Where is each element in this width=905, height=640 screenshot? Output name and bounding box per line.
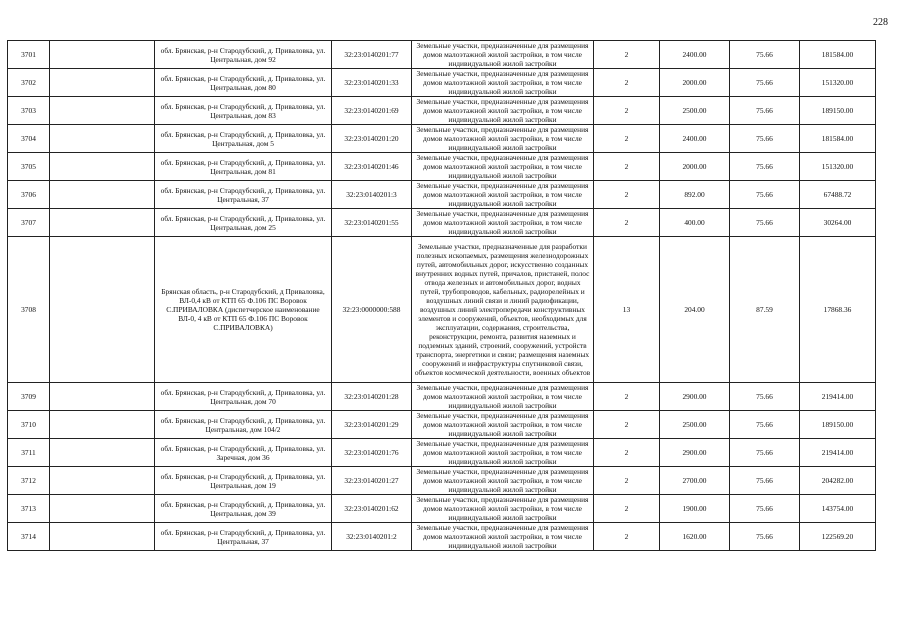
table-row	[8, 97, 876, 125]
cell-land-purpose: Земельные участки, предназначенные для размещения домов малоэтажной жилой застройки, в том числе индивидуальной жилой застройки	[412, 439, 594, 467]
page-number: 228	[873, 17, 888, 28]
cell-cadastral-number: 32:23:0000000:588	[332, 237, 412, 383]
cell-address: обл. Брянская, р-н Стародубский, д. Приваловка, ул. Центральная, дом 39	[155, 495, 332, 523]
table-row	[8, 41, 876, 69]
cell-specific-value: 75.66	[730, 439, 800, 467]
cell-use-group: 2	[594, 209, 660, 237]
cell-blank	[50, 41, 155, 69]
table-row	[8, 495, 876, 523]
cell-address: обл. Брянская, р-н Стародубский, д. Приваловка, ул. Центральная, 37	[155, 181, 332, 209]
cell-land-purpose: Земельные участки, предназначенные для размещения домов малоэтажной жилой застройки, в том числе индивидуальной жилой застройки	[412, 125, 594, 153]
cell-blank	[50, 439, 155, 467]
cell-cadastral-value: 219414.00	[800, 439, 876, 467]
cell-specific-value: 75.66	[730, 153, 800, 181]
cell-area: 1620.00	[660, 523, 730, 551]
cell-use-group: 2	[594, 495, 660, 523]
cell-specific-value: 75.66	[730, 383, 800, 411]
cell-record-number: 3711	[8, 439, 50, 467]
registry-body	[8, 41, 876, 551]
cell-area: 2900.00	[660, 383, 730, 411]
cell-cadastral-number: 32:23:0140201:62	[332, 495, 412, 523]
cell-use-group: 2	[594, 125, 660, 153]
cell-specific-value: 75.66	[730, 41, 800, 69]
cell-cadastral-number: 32:23:0140201:33	[332, 69, 412, 97]
cell-use-group: 2	[594, 383, 660, 411]
cell-cadastral-value: 143754.00	[800, 495, 876, 523]
cell-land-purpose: Земельные участки, предназначенные для размещения домов малоэтажной жилой застройки, в том числе индивидуальной жилой застройки	[412, 467, 594, 495]
cell-address: обл. Брянская, р-н Стародубский, д. Приваловка, ул. Центральная, 37	[155, 523, 332, 551]
table-row	[8, 237, 876, 383]
cell-record-number: 3712	[8, 467, 50, 495]
cell-specific-value: 75.66	[730, 181, 800, 209]
cell-blank	[50, 209, 155, 237]
table-row	[8, 523, 876, 551]
cell-use-group: 2	[594, 97, 660, 125]
cell-cadastral-value: 30264.00	[800, 209, 876, 237]
cell-area: 892.00	[660, 181, 730, 209]
cell-area: 2500.00	[660, 411, 730, 439]
cell-blank	[50, 495, 155, 523]
cell-cadastral-number: 32:23:0140201:29	[332, 411, 412, 439]
cell-area: 1900.00	[660, 495, 730, 523]
cell-cadastral-number: 32:23:0140201:46	[332, 153, 412, 181]
cell-cadastral-number: 32:23:0140201:69	[332, 97, 412, 125]
cell-cadastral-value: 17868.36	[800, 237, 876, 383]
cell-specific-value: 75.66	[730, 97, 800, 125]
cell-record-number: 3708	[8, 237, 50, 383]
table-row	[8, 383, 876, 411]
cell-blank	[50, 467, 155, 495]
cell-cadastral-value: 189150.00	[800, 97, 876, 125]
cell-blank	[50, 383, 155, 411]
cell-cadastral-value: 151320.00	[800, 69, 876, 97]
cell-cadastral-number: 32:23:0140201:28	[332, 383, 412, 411]
cell-address: обл. Брянская, р-н Стародубский, д. Приваловка, ул. Центральная, дом 104/2	[155, 411, 332, 439]
cell-area: 204.00	[660, 237, 730, 383]
cell-cadastral-value: 181584.00	[800, 41, 876, 69]
cell-address: обл. Брянская, р-н Стародубский, д. Приваловка, ул. Центральная, дом 70	[155, 383, 332, 411]
cell-cadastral-value: 151320.00	[800, 153, 876, 181]
cell-cadastral-number: 32:23:0140201:55	[332, 209, 412, 237]
cell-area: 2000.00	[660, 69, 730, 97]
cell-address: обл. Брянская, р-н Стародубский, д. Приваловка, ул. Центральная, дом 80	[155, 69, 332, 97]
table-row	[8, 439, 876, 467]
cell-land-purpose: Земельные участки, предназначенные для размещения домов малоэтажной жилой застройки, в том числе индивидуальной жилой застройки	[412, 41, 594, 69]
table-row	[8, 125, 876, 153]
cell-use-group: 2	[594, 69, 660, 97]
cell-area: 2900.00	[660, 439, 730, 467]
cell-blank	[50, 523, 155, 551]
cell-area: 2400.00	[660, 125, 730, 153]
table-row	[8, 153, 876, 181]
cell-area: 2400.00	[660, 41, 730, 69]
cell-specific-value: 75.66	[730, 467, 800, 495]
cell-address: обл. Брянская, р-н Стародубский, д. Приваловка, ул. Центральная, дом 5	[155, 125, 332, 153]
cell-record-number: 3704	[8, 125, 50, 153]
cell-land-purpose: Земельные участки, предназначенные для размещения домов малоэтажной жилой застройки, в том числе индивидуальной жилой застройки	[412, 181, 594, 209]
cell-record-number: 3706	[8, 181, 50, 209]
cell-area: 2500.00	[660, 97, 730, 125]
cell-record-number: 3705	[8, 153, 50, 181]
cell-use-group: 2	[594, 41, 660, 69]
table-row	[8, 411, 876, 439]
cell-blank	[50, 181, 155, 209]
land-registry-table	[7, 40, 876, 551]
cell-record-number: 3714	[8, 523, 50, 551]
cell-cadastral-value: 219414.00	[800, 383, 876, 411]
cell-use-group: 2	[594, 153, 660, 181]
cell-record-number: 3710	[8, 411, 50, 439]
cell-address: обл. Брянская, р-н Стародубский, д. Приваловка, ул. Заречная, дом 36	[155, 439, 332, 467]
cell-specific-value: 75.66	[730, 495, 800, 523]
cell-use-group: 2	[594, 411, 660, 439]
cell-record-number: 3713	[8, 495, 50, 523]
cell-cadastral-number: 32:23:0140201:3	[332, 181, 412, 209]
cell-cadastral-value: 189150.00	[800, 411, 876, 439]
cell-cadastral-number: 32:23:0140201:77	[332, 41, 412, 69]
cell-specific-value: 75.66	[730, 69, 800, 97]
cell-use-group: 13	[594, 237, 660, 383]
cell-area: 2000.00	[660, 153, 730, 181]
cell-record-number: 3703	[8, 97, 50, 125]
cell-land-purpose: Земельные участки, предназначенные для размещения домов малоэтажной жилой застройки, в том числе индивидуальной жилой застройки	[412, 69, 594, 97]
cell-blank	[50, 237, 155, 383]
cell-area: 2700.00	[660, 467, 730, 495]
cell-cadastral-value: 204282.00	[800, 467, 876, 495]
cell-record-number: 3701	[8, 41, 50, 69]
cell-record-number: 3709	[8, 383, 50, 411]
cell-record-number: 3702	[8, 69, 50, 97]
table-row	[8, 69, 876, 97]
cell-use-group: 2	[594, 181, 660, 209]
cell-use-group: 2	[594, 523, 660, 551]
table-row	[8, 209, 876, 237]
cell-address: обл. Брянская, р-н Стародубский, д. Приваловка, ул. Центральная, дом 25	[155, 209, 332, 237]
table-row	[8, 181, 876, 209]
cell-land-purpose: Земельные участки, предназначенные для разработки полезных ископаемых, размещения железнодорожных путей, автомобильных дорог, искусственно созданных внутренних водных путей, причалов, пристаней, полос отвода железных и автомобильных дорог, водных путей, трубопроводов, кабельных, радиорелейных и воздушных линий связи и линий радиофикации, воздушных линий электропередачи конструктивных элементов и сооружений, объектов, необходимых для эксплуатации, содержания, строительства, реконструкции, ремонта, развития наземных и подземных зданий, строений, сооружений, устройств транспорта, энергетики и связи; размещения наземных сооружений и инфраструктуры спутниковой связи, объектов космической деятельности, военных объектов	[412, 237, 594, 383]
cell-land-purpose: Земельные участки, предназначенные для размещения домов малоэтажной жилой застройки, в том числе индивидуальной жилой застройки	[412, 523, 594, 551]
cell-record-number: 3707	[8, 209, 50, 237]
cell-land-purpose: Земельные участки, предназначенные для размещения домов малоэтажной жилой застройки, в том числе индивидуальной жилой застройки	[412, 383, 594, 411]
cell-land-purpose: Земельные участки, предназначенные для размещения домов малоэтажной жилой застройки, в том числе индивидуальной жилой застройки	[412, 411, 594, 439]
cell-land-purpose: Земельные участки, предназначенные для размещения домов малоэтажной жилой застройки, в том числе индивидуальной жилой застройки	[412, 209, 594, 237]
cell-address: Брянская область, р-н Стародубский, д Приваловка, ВЛ-0,4 кВ от КТП 65 Ф.106 ПС Воровок С.ПРИВАЛОВКА (диспетчерское наименование ВЛ-0, 4 кВ от КТП 65 Ф.106 ПС Воровок С.ПРИВАЛОВКА)	[155, 237, 332, 383]
cell-cadastral-number: 32:23:0140201:2	[332, 523, 412, 551]
cell-cadastral-value: 67488.72	[800, 181, 876, 209]
cell-use-group: 2	[594, 467, 660, 495]
cell-blank	[50, 97, 155, 125]
cell-land-purpose: Земельные участки, предназначенные для размещения домов малоэтажной жилой застройки, в том числе индивидуальной жилой застройки	[412, 495, 594, 523]
cell-blank	[50, 125, 155, 153]
cell-cadastral-number: 32:23:0140201:27	[332, 467, 412, 495]
cell-cadastral-number: 32:23:0140201:20	[332, 125, 412, 153]
cell-cadastral-value: 122569.20	[800, 523, 876, 551]
cell-blank	[50, 411, 155, 439]
table-row	[8, 467, 876, 495]
cell-specific-value: 75.66	[730, 125, 800, 153]
cell-specific-value: 75.66	[730, 411, 800, 439]
cell-address: обл. Брянская, р-н Стародубский, д. Приваловка, ул. Центральная, дом 92	[155, 41, 332, 69]
cell-specific-value: 75.66	[730, 209, 800, 237]
cell-land-purpose: Земельные участки, предназначенные для размещения домов малоэтажной жилой застройки, в том числе индивидуальной жилой застройки	[412, 97, 594, 125]
cell-specific-value: 87.59	[730, 237, 800, 383]
cell-land-purpose: Земельные участки, предназначенные для размещения домов малоэтажной жилой застройки, в том числе индивидуальной жилой застройки	[412, 153, 594, 181]
cell-use-group: 2	[594, 439, 660, 467]
cell-address: обл. Брянская, р-н Стародубский, д. Приваловка, ул. Центральная, дом 19	[155, 467, 332, 495]
cell-blank	[50, 153, 155, 181]
cell-area: 400.00	[660, 209, 730, 237]
cell-address: обл. Брянская, р-н Стародубский, д. Приваловка, ул. Центральная, дом 81	[155, 153, 332, 181]
cell-address: обл. Брянская, р-н Стародубский, д. Приваловка, ул. Центральная, дом 83	[155, 97, 332, 125]
cell-specific-value: 75.66	[730, 523, 800, 551]
cell-blank	[50, 69, 155, 97]
cell-cadastral-number: 32:23:0140201:76	[332, 439, 412, 467]
cell-cadastral-value: 181584.00	[800, 125, 876, 153]
